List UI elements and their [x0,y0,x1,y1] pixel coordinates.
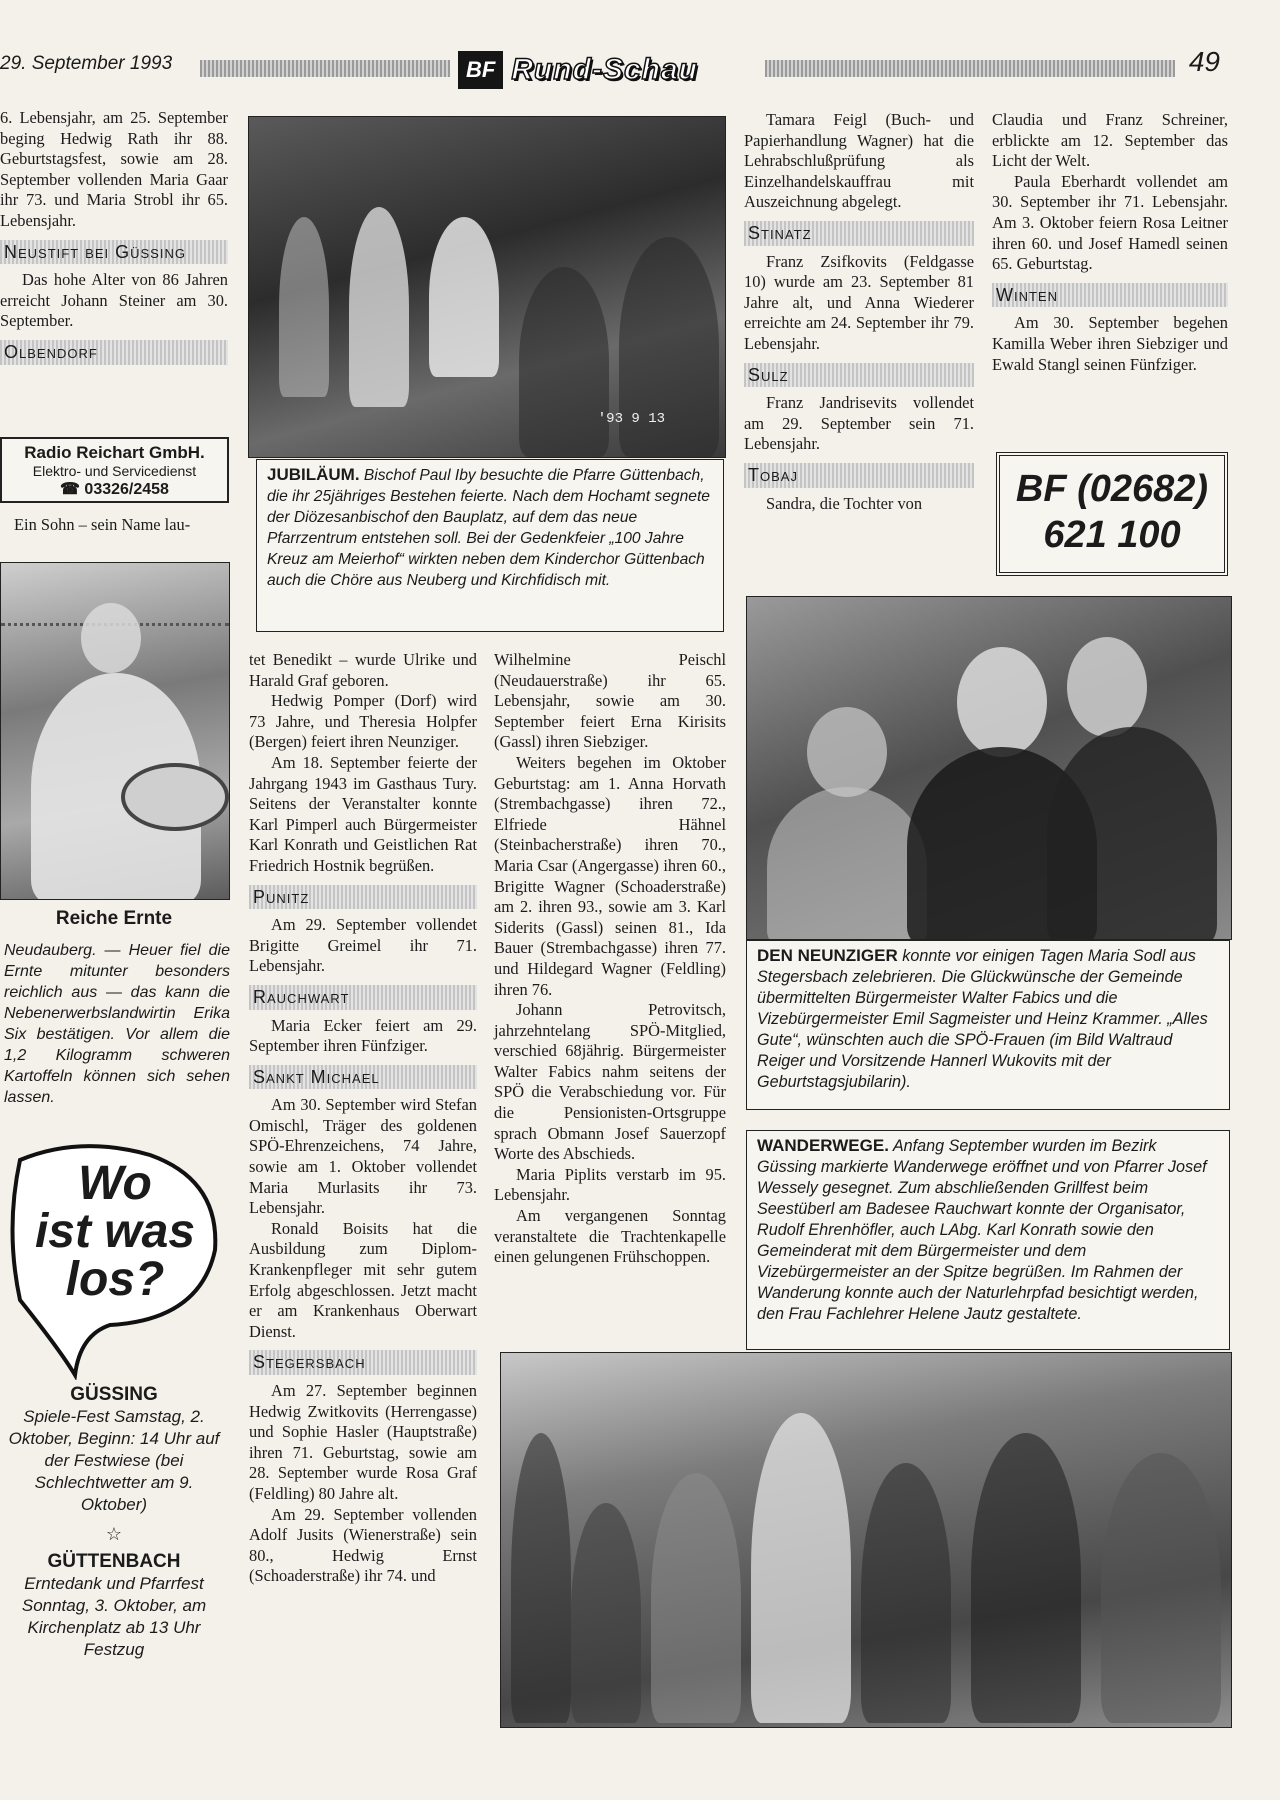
tobaj-text: Sandra, die Tochter von [766,493,923,513]
column-middle-left [249,650,477,1587]
col2-p2: Hedwig Pomper (Dorf) wird 73 Jahre, und Theresia Holpfer (Bergen) feiert ihren Neunziger. [249,691,477,752]
top-mid-p1: Tamara Feigl (Buch- und Papierhandlung Wagner) hat die Lehrabschlußprüfung als Einzelhandelskauffrau mit Auszeichnung abgelegt. [744,110,974,212]
event1-title: GÜSSING [70,1384,158,1405]
bubble-line-1: Wo [78,1157,152,1210]
neustift-text: Das hohe Alter von 86 Jahren erreicht Johann Steiner am 30. September. [0,270,228,331]
caption-neunziger-lead: DEN NEUNZIGER [757,946,898,965]
woman-figure [767,787,927,940]
punitz-text: Am 29. September vollendet Brigitte Greimel ihr 71. Lebensjahr. [249,915,477,976]
michael-text-2: Ronald Boisits hat die Ausbildung zum Diplom-Krankenpfleger mit sehr gutem Erfolg abgeschlossen. Jetzt macht er am Krankenhaus Oberwart Dienst. [249,1218,477,1341]
caption-wanderwege [746,1130,1230,1350]
olbendorf-text [14,515,228,536]
stegersbach-text-1: Am 27. September beginnen Hedwig Zwitkovits (Herrengasse) und Sophie Hasler (Hauptstraße) ihren 71. Geburtstag, sowie am 28. September wurde Rosa Graf (Feldling) 80 Jahre alt. [249,1381,477,1503]
section-head-tobaj: Tobaj [744,463,974,488]
event-listing [0,1378,228,1661]
col2-p3: Am 18. September feierte der Jahrgang 1943 im Gasthaus Tury. Seitens der Veranstalter konnte Karl Pimperl auch Bürgermeister Karl Konrath und Geistlichen Rat Friedrich Hostnik begrüßen. [249,752,477,875]
column-top-right [992,110,1228,375]
photo-neunziger [746,596,1232,940]
ernte-title: Reiche Ernte [55,908,173,929]
phone-line-1: BF (02682) [1015,468,1209,510]
woman-face [807,707,887,797]
stinatz-text: Franz Zsifkovits (Feldgasse 10) wurde am 23. September 81 Jahre alt, und Anna Wiederer erreichte am 24. September ihr 79. Lebensjahr. [744,251,974,353]
col3-p3: Johann Petrovitsch, jahrzehntelang SPÖ-Mitglied, verschied 68jährig. Bürgermeister Walter Fabics nahm seitens der SPÖ die Verabschiedung vor. Für die Pensionisten-Ortsgruppe sprach Obmann Josef Sauerzopf Worte des Abschieds. [494,1000,726,1164]
child-figure [571,1503,641,1723]
bubble-line-2: ist was [34,1205,196,1258]
event2-text: Erntedank und Pfarrfest Sonntag, 3. Oktober, am Kirchenplatz ab 13 Uhr Festzug [21,1574,207,1659]
bishop-figure [349,207,409,407]
child-figure [651,1473,741,1723]
ad-company-sub: Elektro- und Servicedienst [32,463,197,479]
caption-wanderwege-text: Anfang September wurden im Bezirk Güssing markierte Wanderwege eröffnet und von Pfarrer Josef Wessely gesegnet. Zum abschließenden Grillfest beim Seestüberl am Badesee Rauchwart konnte der Organisator, Rudolf Ehrenhöfler, auch LAbg. Karl Konrath sowie den Gemeinderat mit dem Bürgermeister und dem Vizebürgermeister an der Spitze begrüßen. Im Rahmen der Wanderung konnte auch der Naturlehrpfad besichtigt werden, den Frau Fachlehrer Helene Jautz gestaltete. [757,1137,1207,1323]
bf-phone-box [996,452,1228,576]
ernte-text: Neudauberg. — Heuer fiel die Ernte mitunter besonders reichlich aus — das kann die Nebenerwerbslandwirtin Erika Six bestätigen. Vor allem die 1,2 Kilogramm schweren Kartoffeln können sich sehen lassen. [4,942,230,1106]
person-figure [1101,1453,1221,1723]
stegersbach-text-2: Am 29. September vollenden Adolf Jusits (Wienerstraße) sein 80., Hedwig Ernst (Schoaderstraße) ihr 74. und [249,1504,477,1586]
ad-phone: ☎ 03326/2458 [60,481,169,498]
caption-wanderwege-lead: WANDERWEGE. [757,1136,889,1155]
bf-logo-box: BF [458,51,503,89]
col3-p4: Maria Piplits verstarb im 95. Lebensjahr. [494,1164,726,1205]
section-head-rauchwart: Rauchwart [249,985,477,1010]
col3-p2: Weiters begehen im Oktober Geburtstag: am 1. Anna Horvath (Strembachgasse) ihren 72., Elfriede Hähnel (Steinbacherstraße) ihren 70., Maria Csar (Angergasse) ihren 60., Brigitte Wagner (Schoaderstraße) am 2. ihren 93., sowie am 3. Karl Siderits (Gassl) seinen 81., Ida Bauer (Strembachgasse) ihren 77. und Hildegard Wagner (Feldling) ihren 76. [494,752,726,999]
woman-face [1067,637,1147,737]
crowd-figure [519,267,609,457]
caption-jubilaeum-text: Bischof Paul Iby besuchte die Pfarre Güttenbach, die ihr 25jähriges Bestehen feierte. Nach dem Hochamt segnete der Diözesanbischof den Bauplatz, auf dem das neue Pfarrzentrum entstehen soll. Bei der Gedenkfeier „100 Jahre Kreuz am Meierhof“ wirkten neben dem Kinderchor Güttenbach auch die Chöre aus Neuberg und Kirchfidisch mit. [267,467,710,589]
intro-text: 6. Lebensjahr, am 25. September beging Hedwig Rath ihr 88. Geburtstagsfest, sowie am 28. September vollenden Maria Gaar ihr 73. und Maria Strobl ihr 65. Lebensjahr. [0,108,228,230]
sulz-text: Franz Jandrisevits vollendet am 29. September sein 71. Lebensjahr. [744,393,974,454]
person-figure [861,1463,951,1723]
event2-title: GÜTTENBACH [47,1551,181,1572]
jubilarin-face [957,647,1047,757]
person-figure [971,1433,1081,1723]
section-head-stinatz: Stinatz [744,221,974,246]
priest-figure [429,217,499,377]
column-left-top [0,108,228,371]
photo-date-stamp: '93 9 13 [597,411,665,427]
section-head-sulz: Sulz [744,363,974,388]
top-right-p2: Paula Eberhardt vollendet am 30. September ihr 71. Lebensjahr. Am 3. Oktober feiern Rosa Leitner ihren 60. und Josef Hamedl seinen 65. Geburtstag. [992,171,1228,274]
star-icon: ☆ [105,1524,123,1544]
page-number: 49 [1188,46,1220,77]
potato-basket [121,763,229,831]
bubble-line-3: los? [65,1253,165,1306]
rauchwart-text: Maria Ecker feiert am 29. September ihren Fünfziger. [249,1015,477,1056]
col3-p5: Am vergangenen Sonntag veranstaltete die Trachtenkapelle einen gelungenen Frühschoppen. [494,1206,726,1267]
section-head-stegersbach: Stegersbach [249,1350,477,1375]
person-figure [511,1433,571,1723]
section-head-sankt-michael: Sankt Michael [249,1065,477,1090]
section-head-punitz: Punitz [249,885,477,910]
olbendorf-paragraph: Ein Sohn – sein Name lau- [14,515,191,534]
ad-company-name: Radio Reichart GmbH. [24,443,205,462]
section-head-winten: Winten [992,283,1228,308]
issue-date: 29. September 1993 [0,53,173,74]
col2-p1: tet Benedikt – wurde Ulrike und Harald Graf geboren. [249,650,477,690]
photo-farmer-harvest [0,562,230,900]
ad-radio-reichart [0,437,229,503]
top-right-p1: Claudia und Franz Schreiner, erblickte am 12. September das Licht der Welt. [992,110,1228,171]
photo-wanderwege-group [500,1352,1232,1728]
priest-figure [751,1413,851,1723]
winten-text: Am 30. September begehen Kamilla Weber ihren Siebziger und Ewald Stangl seinen Fünfziger. [992,313,1228,374]
header-rule-right [765,60,1175,77]
photo-jubilaeum [248,116,726,458]
masthead-logo [458,48,698,92]
section-head-neustift: Neustift bei Güssing [0,240,228,265]
wo-ist-was-los-heading [20,1157,210,1306]
event1-text: Spiele-Fest Samstag, 2. Oktober, Beginn: 14 Uhr auf der Festwiese (bei Schlechtwetter am 9. Oktober) [8,1407,220,1514]
caption-jubilaeum [256,459,724,632]
caption-jubilaeum-lead: JUBILÄUM. [267,465,360,484]
section-head-olbendorf: Olbendorf [0,340,228,365]
caption-neunziger [746,940,1230,1110]
col3-p1: Wilhelmine Peischl (Neudauerstraße) ihr 65. Lebensjahr, sowie am 30. September feiert Erna Kirisits (Gassl) ihren Siebziger. [494,650,726,752]
woman-figure [1047,727,1217,940]
header-rule-left [200,60,450,77]
rund-schau-title: Rund-Schau [511,53,698,86]
michael-text-1: Am 30. September wird Stefan Omischl, Träger des goldenen SPÖ-Ehrenzeichens, 74 Jahre, sowie am 1. Oktober vollendet Maria Murlasits ihr 73. Lebensjahr. [249,1095,477,1218]
caption-neunziger-text: konnte vor einigen Tagen Maria Sodl aus Stegersbach zelebrieren. Die Glückwünsche der Gemeinde übermittelten Bürgermeister Walter Fabics und die Vizebürgermeister Emil Sagmeister und Heinz Krammer. „Alles Gute“, wünschten auch die SPÖ-Frauen (im Bild Waltraud Reiger und Vorsitzende Hannerl Wukovits mit der Geburtstagsjubilarin). [757,947,1208,1091]
column-middle-right [494,650,726,1268]
woman-face [81,603,141,673]
person-figure [279,217,329,397]
phone-line-2: 621 100 [1043,514,1181,556]
column-top-mid [744,110,974,514]
